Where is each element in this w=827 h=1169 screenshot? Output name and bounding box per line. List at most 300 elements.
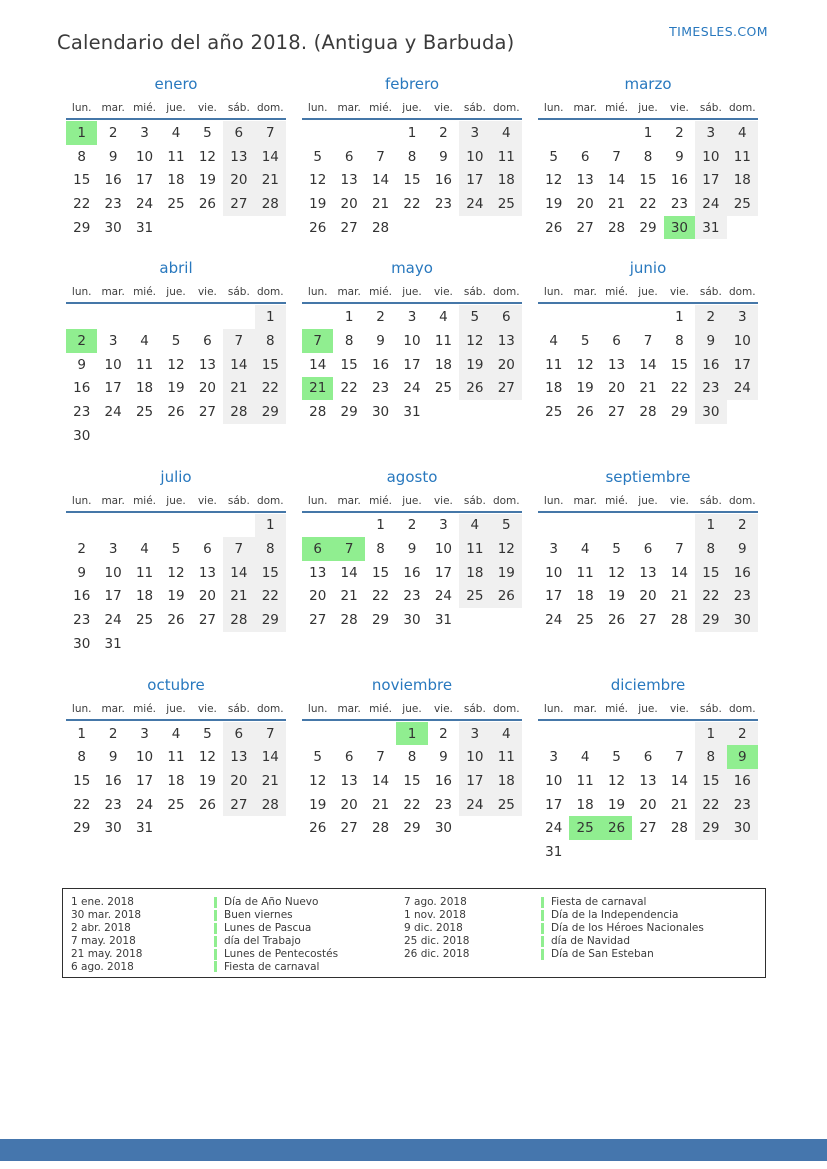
month-agosto — [302, 465, 522, 656]
day-cell: 15 — [403, 772, 421, 789]
empty-cell — [66, 305, 97, 329]
day-cell: 11 — [491, 145, 522, 169]
day-cell: 3 — [108, 332, 118, 349]
day-cell: 20 — [198, 588, 217, 605]
day-cell: 6 — [344, 148, 354, 165]
day-cell: 14 — [340, 564, 358, 581]
weekday-row — [302, 495, 522, 513]
day-cell: 6 — [643, 541, 653, 558]
day-cell: 27 — [576, 219, 594, 236]
holiday-day-cell: 30 — [664, 216, 695, 240]
weekday-header: dom. — [256, 702, 284, 715]
day-cell: 28 — [223, 400, 254, 424]
day-cell: 28 — [371, 219, 390, 236]
weekday-row — [302, 102, 522, 120]
weekday-row — [538, 286, 758, 304]
weekday-header: mar. — [337, 102, 361, 114]
empty-cell — [569, 514, 600, 538]
day-cell: 18 — [491, 769, 522, 793]
day-cell: 22 — [340, 380, 358, 397]
holiday-day-cell: 2 — [66, 329, 97, 353]
day-cell: 14 — [309, 356, 327, 373]
day-cell: 25 — [135, 404, 154, 421]
legend-date: 1 ene. 2018 — [71, 896, 134, 909]
day-cell: 11 — [727, 145, 758, 169]
legend-label: Fiesta de carnaval — [551, 896, 647, 909]
weekday-header: jue. — [402, 286, 422, 299]
weekday-header: dom. — [728, 494, 756, 507]
day-cell: 4 — [549, 332, 558, 349]
day-cell: 7 — [255, 121, 286, 145]
day-cell: 6 — [203, 332, 212, 349]
empty-cell — [302, 514, 333, 538]
day-cell: 13 — [198, 564, 217, 581]
day-cell: 4 — [439, 309, 448, 326]
day-cell: 21 — [223, 377, 254, 401]
day-cell: 12 — [309, 172, 327, 189]
day-cell: 14 — [670, 772, 689, 789]
footer-bar — [0, 1139, 827, 1161]
day-cell: 18 — [576, 588, 594, 605]
day-cell: 3 — [459, 121, 490, 145]
day-cell: 2 — [727, 722, 758, 746]
day-cell: 2 — [376, 309, 385, 326]
day-cell: 9 — [727, 537, 758, 561]
day-cell: 25 — [434, 380, 453, 397]
day-cell: 21 — [639, 380, 657, 397]
weekday-header: lun. — [543, 102, 564, 114]
day-cell: 12 — [167, 564, 185, 581]
legend-date: 7 ago. 2018 — [404, 896, 467, 909]
day-cell: 16 — [670, 172, 689, 189]
day-cell: 30 — [371, 404, 390, 421]
day-cell: 14 — [223, 561, 254, 585]
weekday-header: sáb. — [227, 102, 250, 114]
weekday-header: mar. — [337, 494, 361, 507]
legend-label: día de Navidad — [551, 935, 631, 948]
day-cell: 28 — [670, 820, 689, 837]
day-cell: 5 — [580, 332, 590, 349]
day-cell: 12 — [167, 356, 185, 373]
day-cell: 3 — [108, 541, 118, 558]
month-diciembre — [538, 673, 758, 864]
day-cell: 12 — [309, 772, 327, 789]
day-cell: 14 — [639, 356, 657, 373]
day-cell: 20 — [198, 380, 217, 397]
day-cell: 8 — [255, 329, 286, 353]
day-cell: 17 — [434, 564, 453, 581]
day-cell: 18 — [167, 172, 185, 189]
day-cell: 7 — [223, 537, 254, 561]
empty-cell — [192, 305, 223, 329]
day-cell: 31 — [695, 216, 726, 240]
day-cell: 29 — [255, 400, 286, 424]
legend-label: Día de Año Nuevo — [224, 896, 319, 909]
day-cell: 17 — [104, 588, 122, 605]
day-cell: 31 — [135, 219, 154, 236]
day-cell: 11 — [576, 564, 594, 581]
empty-cell — [538, 722, 569, 746]
day-cell: 9 — [695, 329, 726, 353]
day-cell: 20 — [607, 380, 626, 397]
empty-cell — [664, 722, 695, 746]
day-cell: 23 — [403, 588, 421, 605]
day-cell: 7 — [675, 749, 684, 766]
day-cell: 28 — [670, 612, 689, 629]
day-cell: 24 — [434, 588, 453, 605]
day-cell: 23 — [434, 796, 453, 813]
day-cell: 19 — [198, 772, 217, 789]
day-cell: 2 — [675, 124, 684, 141]
brand-link[interactable]: TIMESLES.COM — [669, 24, 768, 39]
day-cell: 26 — [491, 585, 522, 609]
weekday-row — [66, 102, 286, 120]
day-grid — [66, 514, 286, 656]
holiday-marker — [214, 936, 217, 947]
day-cell: 30 — [695, 400, 726, 424]
empty-cell — [632, 514, 663, 538]
day-cell: 31 — [434, 612, 453, 629]
weekday-header: lun. — [543, 494, 564, 507]
month-abril — [66, 256, 286, 447]
day-cell: 4 — [140, 541, 149, 558]
day-cell: 29 — [670, 404, 689, 421]
day-cell: 18 — [727, 168, 758, 192]
month-marzo — [538, 72, 758, 239]
empty-cell — [601, 121, 632, 145]
legend-row — [404, 935, 704, 948]
day-cell: 27 — [309, 612, 327, 629]
day-cell: 19 — [491, 561, 522, 585]
day-cell: 16 — [371, 356, 390, 373]
day-cell: 3 — [549, 749, 558, 766]
day-cell: 15 — [371, 564, 390, 581]
day-cell: 21 — [607, 195, 626, 212]
day-cell: 12 — [198, 749, 217, 766]
day-cell: 1 — [77, 725, 86, 742]
day-cell: 10 — [135, 148, 154, 165]
day-cell: 17 — [104, 380, 122, 397]
day-cell: 8 — [643, 148, 653, 165]
month-septiembre — [538, 465, 758, 656]
day-cell: 28 — [371, 820, 390, 837]
empty-cell — [223, 514, 254, 538]
month-title: enero — [154, 75, 198, 93]
day-grid — [66, 722, 286, 840]
weekday-header: lun. — [543, 702, 564, 715]
day-cell: 14 — [607, 172, 626, 189]
holiday-day-cell: 9 — [727, 745, 758, 769]
day-cell: 19 — [167, 588, 185, 605]
weekday-header: vie. — [197, 102, 217, 114]
day-cell: 19 — [576, 380, 594, 397]
day-cell: 8 — [407, 148, 417, 165]
weekday-header: mié. — [605, 102, 629, 114]
weekday-header: sáb. — [699, 702, 722, 715]
day-cell: 13 — [340, 172, 358, 189]
day-cell: 2 — [77, 541, 86, 558]
day-cell: 30 — [73, 635, 91, 652]
weekday-header: sáb. — [227, 494, 250, 507]
empty-cell — [538, 121, 569, 145]
day-cell: 17 — [727, 353, 758, 377]
day-cell: 26 — [167, 404, 185, 421]
day-cell: 30 — [403, 612, 421, 629]
day-cell: 6 — [344, 749, 354, 766]
month-title: noviembre — [371, 675, 453, 694]
empty-cell — [66, 514, 97, 538]
weekday-header: dom. — [492, 102, 520, 114]
month-title: mayo — [391, 259, 433, 278]
holiday-marker — [214, 923, 217, 934]
empty-cell — [632, 722, 663, 746]
day-cell: 8 — [675, 332, 684, 349]
day-cell: 9 — [77, 564, 86, 581]
day-cell: 13 — [223, 745, 254, 769]
weekday-header: dom. — [492, 494, 520, 507]
empty-cell — [632, 305, 663, 329]
weekday-header: jue. — [638, 702, 658, 715]
day-cell: 4 — [171, 124, 181, 141]
empty-cell — [569, 305, 600, 329]
day-cell: 30 — [104, 820, 122, 837]
day-cell: 1 — [344, 309, 354, 326]
weekday-header: mié. — [133, 286, 157, 299]
day-cell: 20 — [309, 588, 327, 605]
day-cell: 26 — [459, 377, 490, 401]
day-cell: 29 — [403, 820, 421, 837]
day-cell: 22 — [255, 585, 286, 609]
day-cell: 20 — [223, 168, 254, 192]
day-cell: 21 — [340, 588, 358, 605]
day-cell: 27 — [491, 377, 522, 401]
legend-column — [71, 896, 404, 977]
weekday-header: jue. — [638, 286, 658, 299]
day-cell: 18 — [459, 561, 490, 585]
day-cell: 21 — [670, 796, 689, 813]
day-cell: 18 — [167, 772, 185, 789]
day-cell: 19 — [309, 796, 327, 813]
day-cell: 5 — [612, 541, 621, 558]
day-cell: 18 — [135, 380, 154, 397]
day-cell: 1 — [695, 514, 726, 538]
day-cell: 16 — [73, 588, 91, 605]
holiday-day-cell: 25 — [569, 816, 600, 840]
day-cell: 28 — [255, 793, 286, 817]
holiday-day-cell: 21 — [302, 377, 333, 401]
weekday-header: lun. — [543, 286, 564, 299]
day-cell: 17 — [135, 772, 154, 789]
weekday-header: jue. — [638, 102, 658, 114]
day-cell: 10 — [434, 541, 453, 558]
weekday-header: vie. — [433, 702, 453, 715]
day-cell: 11 — [491, 745, 522, 769]
day-cell: 20 — [491, 353, 522, 377]
holiday-marker — [214, 897, 217, 908]
weekday-header: jue. — [402, 494, 422, 507]
day-cell: 14 — [670, 564, 689, 581]
day-cell: 29 — [73, 820, 91, 837]
day-cell: 3 — [407, 309, 417, 326]
weekday-header: mié. — [369, 102, 393, 114]
day-cell: 9 — [108, 148, 118, 165]
weekday-header: mar. — [573, 702, 597, 715]
weekday-row — [66, 286, 286, 304]
day-cell: 3 — [140, 124, 149, 141]
day-cell: 29 — [639, 219, 657, 236]
weekday-header: mar. — [101, 494, 125, 507]
day-cell: 25 — [491, 793, 522, 817]
weekday-header: jue. — [638, 494, 658, 507]
day-cell: 16 — [434, 772, 453, 789]
weekday-header: vie. — [669, 286, 689, 299]
month-title: junio — [629, 259, 667, 278]
empty-cell — [129, 514, 160, 538]
empty-cell — [538, 514, 569, 538]
day-cell: 26 — [198, 796, 217, 813]
day-cell: 16 — [73, 380, 91, 397]
day-cell: 3 — [439, 517, 448, 534]
day-cell: 6 — [203, 541, 212, 558]
day-cell: 24 — [135, 195, 154, 212]
day-cell: 18 — [576, 796, 594, 813]
month-octubre — [66, 673, 286, 864]
weekday-header: mié. — [133, 702, 157, 715]
day-grid — [66, 121, 286, 239]
empty-cell — [601, 722, 632, 746]
weekday-header: mar. — [101, 702, 125, 715]
day-cell: 2 — [695, 305, 726, 329]
legend-column — [404, 896, 704, 977]
day-cell: 4 — [580, 749, 590, 766]
empty-cell — [569, 722, 600, 746]
day-cell: 9 — [108, 749, 118, 766]
weekday-row — [538, 703, 758, 721]
day-grid — [302, 722, 522, 840]
day-cell: 16 — [695, 353, 726, 377]
legend-label: Lunes de Pentecostés — [224, 948, 339, 960]
day-cell: 10 — [545, 564, 563, 581]
day-cell: 4 — [491, 121, 522, 145]
holiday-legend — [62, 888, 766, 978]
empty-cell — [664, 514, 695, 538]
legend-label: Lunes de Pascua — [224, 922, 312, 935]
month-julio — [66, 465, 286, 656]
legend-row — [71, 948, 404, 961]
day-cell: 25 — [459, 585, 490, 609]
day-cell: 22 — [371, 588, 390, 605]
day-cell: 24 — [545, 612, 563, 629]
day-cell: 11 — [545, 356, 563, 373]
day-cell: 7 — [612, 148, 621, 165]
day-grid — [538, 722, 758, 864]
legend-label: Fiesta de carnaval — [224, 960, 320, 973]
day-cell: 6 — [643, 749, 653, 766]
day-cell: 1 — [407, 124, 417, 141]
day-cell: 25 — [167, 796, 185, 813]
day-cell: 9 — [439, 749, 448, 766]
legend-row — [71, 896, 404, 909]
day-cell: 1 — [675, 309, 684, 326]
day-cell: 23 — [73, 612, 91, 629]
day-cell: 5 — [171, 541, 181, 558]
day-cell: 27 — [223, 793, 254, 817]
day-cell: 2 — [439, 124, 448, 141]
day-cell: 26 — [576, 404, 594, 421]
day-cell: 23 — [434, 195, 453, 212]
day-cell: 21 — [223, 585, 254, 609]
day-cell: 27 — [223, 192, 254, 216]
day-cell: 10 — [695, 145, 726, 169]
empty-cell — [302, 121, 333, 145]
weekday-header: dom. — [492, 286, 520, 299]
weekday-header: mar. — [573, 494, 597, 507]
day-cell: 17 — [695, 168, 726, 192]
day-cell: 15 — [639, 172, 657, 189]
day-cell: 6 — [580, 148, 590, 165]
weekday-header: vie. — [433, 286, 453, 299]
weekday-header: lun. — [307, 102, 328, 114]
day-cell: 21 — [670, 588, 689, 605]
day-cell: 13 — [491, 329, 522, 353]
day-cell: 11 — [167, 148, 185, 165]
day-cell: 12 — [607, 772, 626, 789]
weekday-header: sáb. — [463, 286, 486, 299]
weekday-header: sáb. — [463, 494, 486, 507]
day-cell: 27 — [607, 404, 626, 421]
month-title: julio — [160, 467, 192, 486]
month-title: agosto — [386, 467, 438, 486]
empty-cell — [569, 121, 600, 145]
empty-cell — [538, 305, 569, 329]
holiday-marker — [214, 910, 217, 921]
weekday-header: jue. — [166, 286, 186, 299]
empty-cell — [192, 514, 223, 538]
day-cell: 19 — [167, 380, 185, 397]
weekday-header: vie. — [669, 494, 689, 507]
day-cell: 4 — [171, 725, 181, 742]
day-cell: 29 — [340, 404, 358, 421]
day-cell: 30 — [727, 608, 758, 632]
legend-label: Día de los Héroes Nacionales — [551, 922, 704, 935]
day-cell: 21 — [371, 796, 390, 813]
day-cell: 25 — [545, 404, 563, 421]
month-noviembre — [302, 673, 522, 864]
day-cell: 2 — [439, 725, 448, 742]
day-cell: 19 — [309, 195, 327, 212]
weekday-header: dom. — [728, 286, 756, 299]
holiday-day-cell: 7 — [333, 537, 364, 561]
day-cell: 14 — [255, 745, 286, 769]
day-cell: 12 — [491, 537, 522, 561]
day-grid — [538, 121, 758, 239]
empty-cell — [365, 722, 396, 746]
day-cell: 15 — [255, 353, 286, 377]
day-cell: 6 — [223, 121, 254, 145]
day-cell: 13 — [576, 172, 594, 189]
weekday-header: vie. — [669, 702, 689, 715]
empty-cell — [365, 121, 396, 145]
legend-date: 25 dic. 2018 — [404, 935, 470, 948]
weekday-header: mié. — [133, 494, 157, 507]
month-junio — [538, 256, 758, 447]
legend-label: Buen viernes — [224, 909, 293, 922]
day-cell: 24 — [403, 380, 421, 397]
day-cell: 22 — [73, 796, 91, 813]
day-cell: 23 — [670, 195, 689, 212]
day-cell: 24 — [135, 796, 154, 813]
day-cell: 8 — [255, 537, 286, 561]
